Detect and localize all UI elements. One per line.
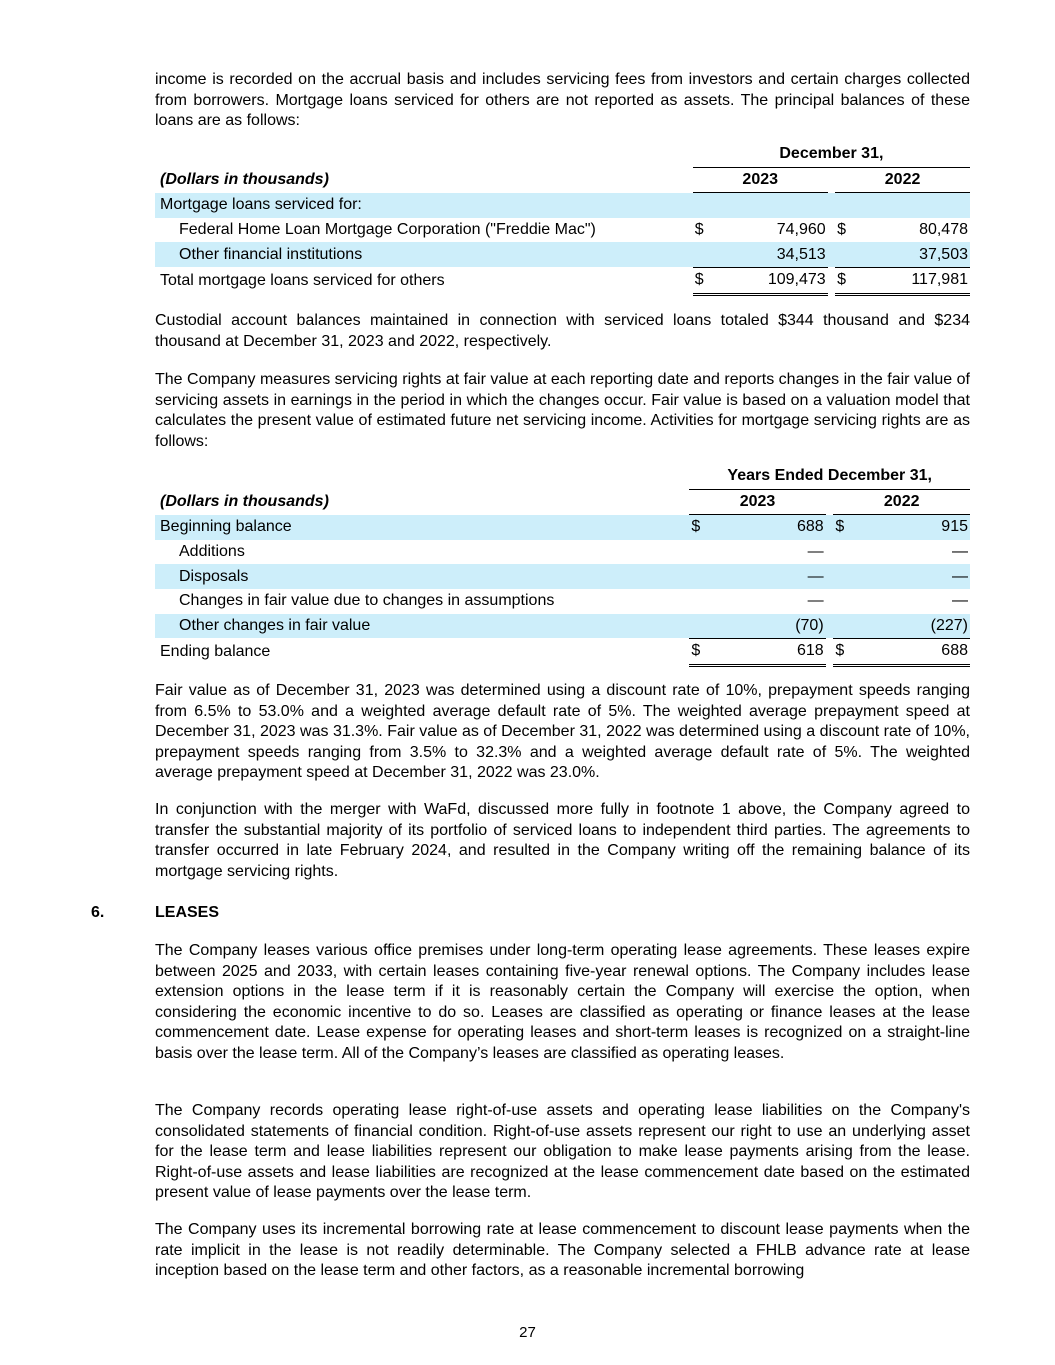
table-row bbox=[155, 614, 970, 639]
value-2022: (227) bbox=[849, 614, 970, 639]
table-row bbox=[155, 242, 970, 267]
value-2022: 37,503 bbox=[851, 242, 970, 267]
value-2022: — bbox=[849, 564, 970, 589]
currency-symbol: $ bbox=[837, 221, 847, 239]
table-row bbox=[155, 564, 970, 589]
row-label: Changes in fair value due to changes in assumptions bbox=[179, 592, 555, 610]
value-2022: 915 bbox=[849, 515, 970, 540]
currency-symbol: $ bbox=[689, 515, 705, 540]
table2-period-header: Years Ended December 31, bbox=[689, 464, 970, 490]
currency-symbol bbox=[835, 242, 851, 267]
currency-symbol: $ bbox=[833, 638, 849, 667]
row-label: Additions bbox=[179, 543, 245, 561]
value-2023: 109,473 bbox=[708, 267, 827, 296]
page-number: 27 bbox=[519, 1324, 536, 1341]
currency-symbol: $ bbox=[693, 267, 709, 296]
currency-symbol: $ bbox=[689, 638, 705, 667]
value-2022: 80,478 bbox=[919, 221, 968, 239]
table-row bbox=[155, 515, 970, 540]
row-label: Federal Home Loan Mortgage Corporation ("Freddie Mac") bbox=[179, 221, 596, 239]
row-label: Mortgage loans serviced for: bbox=[155, 193, 693, 218]
row-label: Total mortgage loans serviced for others bbox=[160, 272, 445, 290]
table-row-total bbox=[155, 267, 970, 296]
value-2022: — bbox=[952, 543, 968, 561]
servicing-rights-table bbox=[155, 464, 970, 667]
fair-value-intro-paragraph: The Company measures servicing rights at fair value at each reporting date and reports changes in the fair value of servicing assets in earnings in the period in which the changes occur. Fair value is based on a valuation model that calculates the present value of estimated future net servicing income. Activities for mortgage servicing rights are as follows: bbox=[155, 371, 970, 450]
table1-label-header: (Dollars in thousands) bbox=[160, 171, 329, 189]
table1-year2: 2022 bbox=[835, 168, 970, 194]
value-2022: 688 bbox=[849, 638, 970, 667]
table1-period-header: December 31, bbox=[693, 142, 970, 168]
value-2023: 618 bbox=[705, 638, 825, 667]
currency-symbol bbox=[689, 614, 705, 639]
value-2023: 34,513 bbox=[708, 242, 827, 267]
assumptions-paragraph: Fair value as of December 31, 2023 was determined using a discount rate of 10%, prepayment speeds ranging from 6.5% to 53.0% and a weighted average default rate of 5%. The weighted average prepayment speed at December 31, 2023 was 31.3%. Fair value as of December 31, 2022 was determined using a discount rate of 10%, prepayment speeds ranging from 3.5% to 32.3% and a weighted average default rate of 5%. The weighted average prepayment speed at December 31, 2022 was 23.0%. bbox=[155, 682, 970, 782]
value-2023: 74,960 bbox=[776, 221, 826, 239]
table-row-total bbox=[155, 638, 970, 667]
leases-paragraph-1: The Company leases various office premises under long-term operating lease agreements. These leases expire between 2025 and 2033, with certain leases containing five-year renewal options. The Company includes lease extension options in the lease term if it is reasonably certain the Company will exercise the option, when considering the economic incentive to do so. Leases are classified as operating or finance leases at the lease commencement date. Lease expense for operating leases and short-term leases is recognized on a straight-line basis over the lease term. All of the Company’s leases are classified as operating leases. bbox=[155, 942, 970, 1062]
table2-year2: 2022 bbox=[833, 490, 970, 516]
table2-label-header: (Dollars in thousands) bbox=[160, 493, 329, 511]
row-label: Other changes in fair value bbox=[155, 614, 689, 639]
merger-paragraph: In conjunction with the merger with WaFd, discussed more fully in footnote 1 above, the Company agreed to transfer the substantial majority of its portfolio of serviced loans to independent third parties. The agreements to transfer occurred in late February 2024, and resulted in the Company writing off the remaining balance of its mortgage servicing rights. bbox=[155, 801, 970, 880]
table-row bbox=[155, 589, 970, 614]
currency-symbol bbox=[693, 242, 709, 267]
currency-symbol bbox=[689, 589, 705, 614]
value-2022: — bbox=[952, 592, 968, 610]
currency-symbol bbox=[689, 564, 705, 589]
currency-symbol: $ bbox=[835, 267, 851, 296]
row-label: Ending balance bbox=[160, 643, 271, 661]
section-title: LEASES bbox=[155, 904, 220, 921]
row-label: Disposals bbox=[155, 564, 689, 589]
currency-symbol bbox=[833, 614, 849, 639]
currency-symbol bbox=[833, 540, 849, 565]
currency-symbol bbox=[833, 564, 849, 589]
leases-paragraph-3: The Company uses its incremental borrowing rate at lease commencement to discount lease payments when the rate implicit in the lease is not readily determinable. The Company selected a FHLB advance rate at lease inception based on the lease term and other factors, as a reasonable incremental borrowing bbox=[155, 1221, 970, 1280]
leases-paragraph-2: The Company records operating lease right-of-use assets and operating lease liabilities on the Company's consolidated statements of financial condition. Right-of-use assets represent our right to use an underlying asset for the lease term and lease liabilities represent our obligation to make lease payments arising from the lease. Right-of-use assets and lease liabilities are recognized at the lease commencement date based on the estimated present value of lease payments over the lease term. bbox=[155, 1102, 970, 1202]
value-2023: — bbox=[807, 592, 824, 610]
table1-year1: 2023 bbox=[693, 168, 828, 194]
intro-paragraph: income is recorded on the accrual basis and includes servicing fees from investors and certain charges collected from borrowers. Mortgage loans serviced for others are not reported as assets. The principal balances of these loans are as follows: bbox=[155, 71, 970, 130]
custodial-paragraph: Custodial account balances maintained in connection with serviced loans totaled $344 thousand and $234 thousand at December 31, 2023 and 2022, respectively. bbox=[155, 312, 970, 350]
currency-symbol: $ bbox=[833, 515, 849, 540]
value-2022: 117,981 bbox=[851, 267, 970, 296]
row-label: Other financial institutions bbox=[155, 242, 693, 267]
table-row bbox=[155, 218, 970, 243]
table-row bbox=[155, 193, 970, 218]
value-2023: 688 bbox=[705, 515, 825, 540]
value-2023: (70) bbox=[705, 614, 825, 639]
currency-symbol: $ bbox=[694, 221, 704, 239]
currency-symbol bbox=[689, 540, 705, 565]
value-2023: — bbox=[807, 543, 824, 561]
currency-symbol bbox=[833, 589, 849, 614]
row-label: Beginning balance bbox=[155, 515, 689, 540]
table-row bbox=[155, 540, 970, 565]
value-2023: — bbox=[705, 564, 825, 589]
mortgage-loans-serviced-table bbox=[155, 142, 970, 296]
table2-year1: 2023 bbox=[689, 490, 825, 516]
section-number: 6. bbox=[91, 904, 105, 921]
